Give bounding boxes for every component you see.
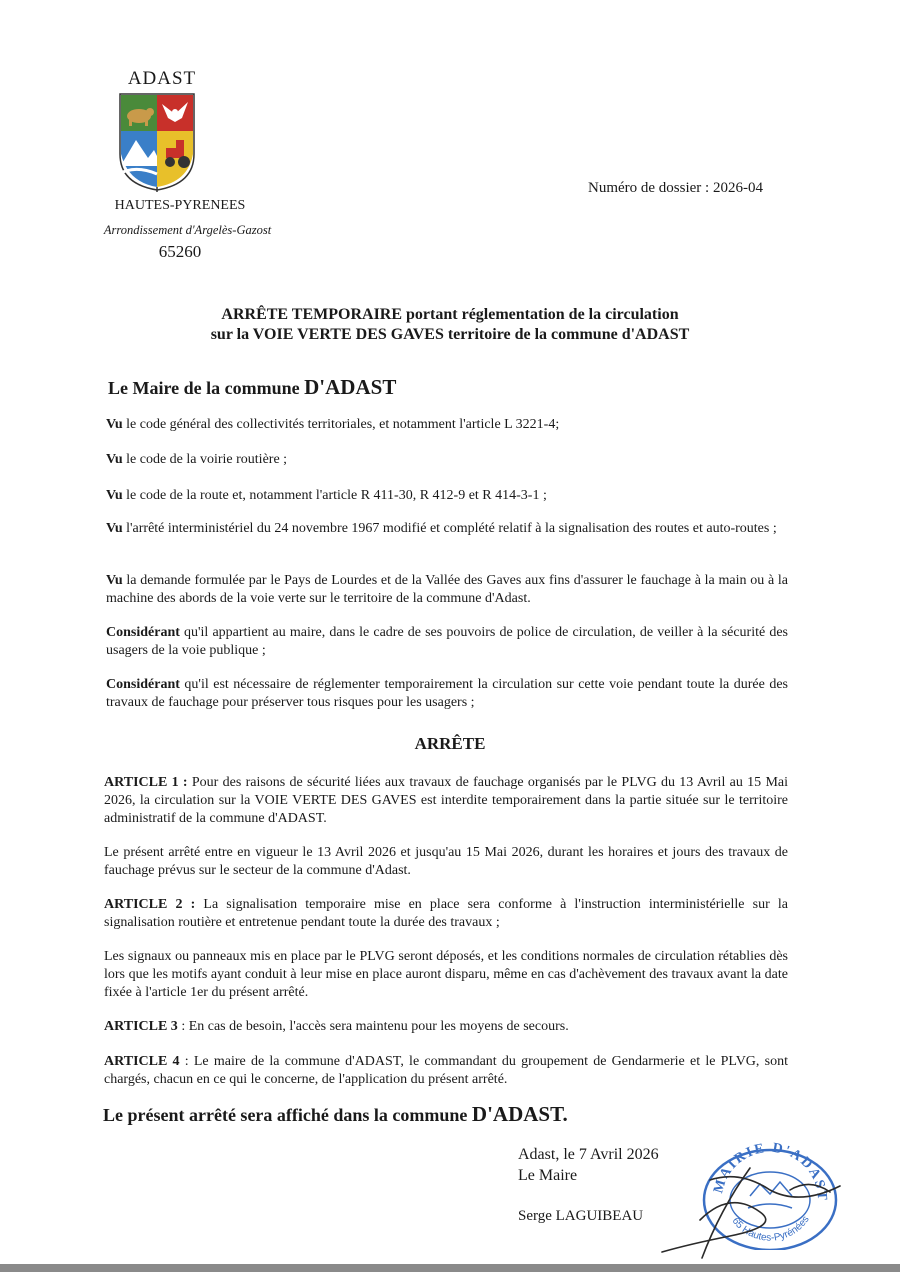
dossier-number: Numéro de dossier : 2026-04 [588, 180, 763, 196]
article-1-paragraph-2 [104, 844, 788, 880]
article-1 [104, 774, 788, 828]
title-line1-rest: portant réglementation de la circulation [402, 306, 679, 323]
article-text: : Le maire de la commune d'ADAST, le commandant du groupement de Gendarmerie et le PLVG, sont chargés, chacun en ce qui le concerne, de l'application du présent arrêté. [104, 1054, 788, 1087]
visa-lead: Vu [106, 573, 123, 588]
considerant-paragraph [106, 624, 788, 660]
article-text: : En cas de besoin, l'accès sera maintenu pour les moyens de secours. [177, 1019, 569, 1034]
considerant-text: qu'il appartient au maire, dans le cadre de ses pouvoirs de police de circulation, de veiller à la sécurité des usagers de la voie publique ; [106, 625, 788, 658]
article-text: La signalisation temporaire mise en place sera conforme à l'instruction interministérielle sur la signalisation routière et entretenue pendant toute la durée des travaux ; [104, 897, 788, 930]
visa-lead: Vu [106, 417, 123, 432]
commune-crest-logo [118, 92, 196, 192]
visa-paragraph [106, 520, 788, 538]
visa-text: l'arrêté interministériel du 24 novembre 1967 modifié et complété relatif à la signalisation des routes et auto-routes ; [122, 521, 777, 536]
commune-name: ADAST [127, 68, 197, 89]
visa-paragraph [106, 416, 788, 434]
article-text: Le présent arrêté entre en vigueur le 13 Avril 2026 et jusqu'au 15 Mai 2026, durant les horaires et jours des travaux de fauchage prévus sur le secteur de la commune d'Adast. [104, 845, 788, 878]
article-text: Les signaux ou panneaux mis en place par le PLVG seront déposés, et les conditions normales de circulation rétablies dès lors que les motifs ayant conduit à leur mise en place auront disparu, même en cas d'achèvement des travaux avant la date fixée à l'article 1er du présent arrêté. [104, 949, 788, 1000]
visa-text: la demande formulée par le Pays de Lourdes et de la Vallée des Gaves aux fins d'assurer le fauchage à la main ou à la machine des abords de la voie verte sur le territoire de la commune d'Adast. [106, 573, 788, 606]
document-title [90, 305, 810, 345]
signatory-name: Serge LAGUIBEAU [518, 1208, 644, 1224]
considerant-paragraph [106, 676, 788, 712]
article-2 [104, 896, 788, 932]
article-2-paragraph-2 [104, 948, 788, 1002]
article-4 [104, 1053, 788, 1089]
svg-text:65 Hautes-Pyrénées: 65 Hautes-Pyrénées [729, 1214, 812, 1244]
considerant-lead: Considérant [106, 625, 180, 640]
article-lead: ARTICLE 4 [104, 1054, 180, 1069]
svg-text:MAIRIE D'ADAST: MAIRIE D'ADAST [711, 1140, 830, 1203]
visa-lead: Vu [106, 452, 123, 467]
article-lead: ARTICLE 3 [104, 1019, 178, 1034]
arrete-heading: ARRÊTE [414, 734, 486, 753]
article-lead: ARTICLE 2 : [104, 897, 196, 912]
visa-paragraph [106, 451, 788, 469]
page-bottom-edge [0, 1264, 900, 1272]
article-3 [104, 1018, 788, 1036]
signatory-role: Le Maire [518, 1167, 578, 1184]
visa-text: le code de la voirie routière ; [122, 452, 288, 467]
visa-text: le code général des collectivités territoriales, et notamment l'article L 3221-4; [122, 417, 560, 432]
department-name: HAUTES-PYRENEES [114, 198, 246, 213]
maire-heading-text: Le Maire de la commune [108, 378, 305, 398]
handwritten-signature [650, 1160, 850, 1260]
arrondissement: Arrondissement d'Argelès-Gazost [103, 223, 272, 237]
maire-heading [108, 375, 396, 400]
affichage-text: Le présent arrêté sera affiché dans la commune [103, 1105, 472, 1125]
title-bold: ARRÊTE TEMPORAIRE [221, 306, 403, 323]
article-lead: ARTICLE 1 : [104, 775, 188, 790]
visa-lead: Vu [106, 488, 123, 503]
maire-heading-commune: D'ADAST [304, 375, 397, 399]
visa-text: le code de la route et, notamment l'article R 411-30, R 412-9 et R 414-3-1 ; [122, 488, 547, 503]
affichage-commune: D'ADAST. [471, 1102, 568, 1126]
postal-code: 65260 [158, 242, 202, 261]
place-date: Adast, le 7 Avril 2026 [518, 1146, 659, 1163]
visa-lead: Vu [106, 521, 123, 536]
visa-paragraph [106, 487, 788, 505]
title-line2: sur la VOIE VERTE DES GAVES territoire de la commune d'ADAST [210, 326, 690, 343]
affichage-notice [103, 1102, 568, 1127]
considerant-text: qu'il est nécessaire de réglementer temporairement la circulation sur cette voie pendant toute la durée des travaux de fauchage pour préserver tous risques pour les usagers ; [106, 677, 788, 710]
article-text: Pour des raisons de sécurité liées aux travaux de fauchage organisés par le PLVG du 13 Avril au 15 Mai 2026, la circulation sur la VOIE VERTE DES GAVES est interdite temporairement dans la partie située sur le territoire administratif de la commune d'ADAST. [104, 775, 788, 826]
visa-paragraph [106, 572, 788, 608]
considerant-lead: Considérant [106, 677, 180, 692]
